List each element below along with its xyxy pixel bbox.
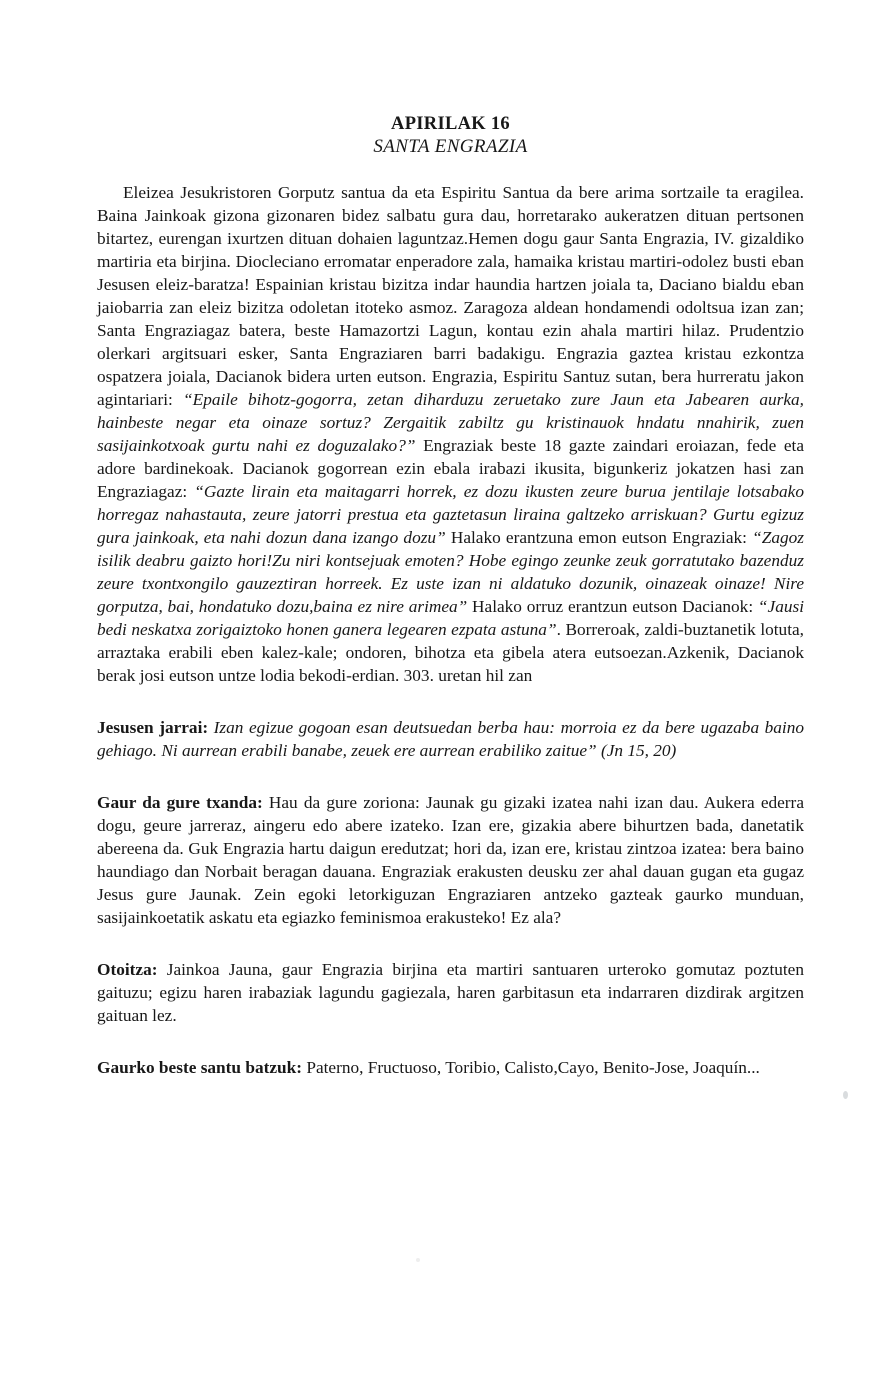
paragraph-gaur-da-gure-txanda: Gaur da gure txanda: Hau da gure zoriona: Jaunak gu gizaki izatea nahi izan dau. Aukera ederra dogu, geure jarreraz, aingeru edo abere izateko. Izan ere, gizakia abere bihurtzen bada, danetatik abereena da. Guk Engrazia hartu daigun eredutzat; hori da, izan ere, kristau zintzoa izatea: bera baino haundiago dan Norbait beragan dauana. Engraziak erakusten deusku zer ahal dauan gugan eta gugaz Jesus gure Jaunak. Zein egoki letorkiguzan Engraziaren antzeko gazteak gaurko munduan, sasijainkoetatik askatu eta egiazko feminismoa erakusteko! Ez ala? (97, 793, 804, 927)
scan-artifact (843, 1091, 848, 1099)
document-body (97, 181, 804, 1079)
scan-artifact (416, 1258, 420, 1262)
page-title: APIRILAK 16 (391, 114, 510, 134)
paragraph-santa-engrazia-history: Eleizea Jesukristoren Gorputz santua da eta Espiritu Santua da bere arima sortzaile ta eragilea. Baina Jainkoak gizona gizonaren bidez salbatu gura dau, horretarako aukeratzen dituan pertsonen bitartez, eurengan ixurtzen dituan dohaien laguntzaz.Hemen dogu gaur Santa Engrazia, IV. gizaldiko martiria eta birjina. Diocleciano erromatar enperadore zala, hamaika kristau martiri-odolez busti eban Jesusen eleiz-baratza! Espainian kristau bizitza indar haundia hartzen joiala ta, Daciano bialdu eban jaiobarria zan eleiz bizitza odoletan itoteko asmoz. Zaragoza aldean hondamendi odoltsua izan zan; Santa Engraziagaz batera, beste Hamazortzi Lagun, kontau ezin ahala martiri hilaz. Prudentzio olerkari argitsuari esker, Santa Engraziaren barri badakigu. Engrazia gaztea kristau ezkontza ospatzera joiala, Dacianok bidera urten eutson. Engrazia, Espiritu Santuz sutan, bera hurreratu jakon agintariari: “Epaile bihotz-gogorra, zetan diharduzu zeruetako zure Jaun eta Jabearen aurka, hainbeste negar eta oinaze sortuz? Zergaitik zabiltz gu kristinauok hndatu nnahirik, zuen sasijainkotxoak gurtu nahi ez doguzalako?” Engraziak beste 18 gazte zaindari eroiazan, fede eta adore bardinekoak. Dacianok gogorrean ezin ebala irabazi ikusita, bigunkeriz jokatzen hasi zan Engraziagaz: “Gazte lirain eta maitagarri horrek, ez dozu ikusten zeure burua jentilaje lotsabako horregaz nahastauta, zeure jatorri prestua eta gaztetasun liraina galtzeko arriskuan? Gurtu egizuz gura jainkoak, eta nahi dozun dana izango dozu” Halako erantzuna emon eutson Engraziak: “Zagoz isilik deabru gaizto hori!Zu niri kontsejuak emoten? Hobe egingo zeunke zeuk gorratutako bazenduz zeure txontxongilo gauzeztiran horreek. Ez uste izan ni aldatuko dozunik, oinazeak oinaze! Nire gorputza, bai, hondatuko dozu,baina ez nire arimea” Halako orruz erantzun eutson Dacianok: “Jausi bedi neskatxa zorigaiztoko honen ganera legearen ezpata astuna”. Borreroak, zaldi-buztanetik lotuta, arraztaka erabili eben kalez-kale; ondoren, bihotza eta gibela atera eutsoezan.Azkenik, Dacianok berak josi eutson untze lodia bekodi-erdian. 303. uretan hil zan (97, 183, 804, 685)
paragraph-gaurko-beste-santu-batzuk: Gaurko beste santu batzuk: Paterno, Fructuoso, Toribio, Calisto,Cayo, Benito-Jose, Joaquín... (97, 1058, 760, 1077)
page-subtitle: SANTA ENGRAZIA (373, 136, 528, 157)
paragraph-jesusen-jarrai: Jesusen jarrai: Izan egizue gogoan esan deutsuedan berba hau: morroia ez da bere ugazaba baino gehiago. Ni aurrean erabili banabe, zeuek ere aurrean erabiliko zaitue” (Jn 15, 20) (97, 718, 804, 760)
paragraph-otoitza: Otoitza: Jainkoa Jauna, gaur Engrazia birjina eta martiri santuaren urteroko gomutaz poztuten gaituzu; egizu haren irabaziak lagundu gagiezala, haren garbitasun eta indarraren dizdirak argitzen gaituan lez. (97, 960, 804, 1025)
document-content (97, 113, 804, 1079)
